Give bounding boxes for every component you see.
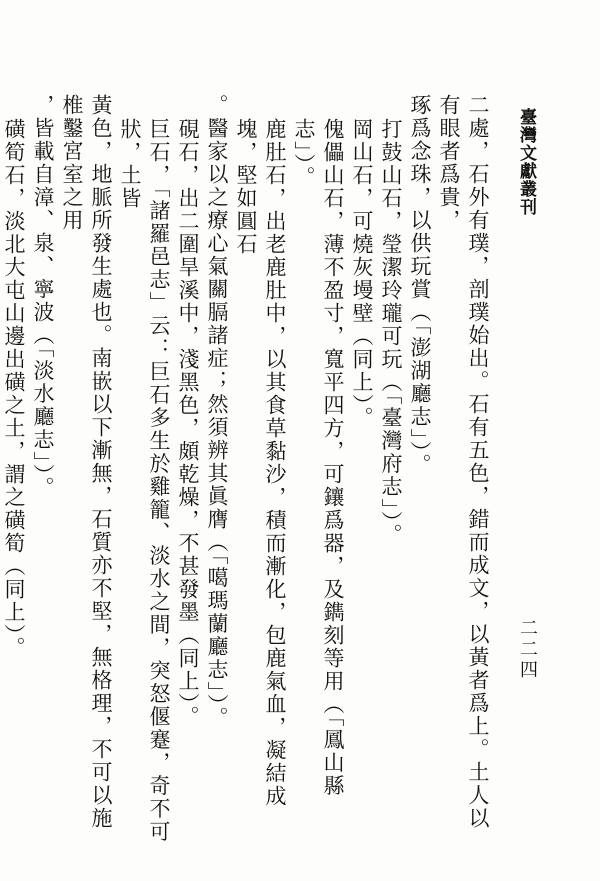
text-column: 岡山石，可燒灰墁壁（同上）。 — [350, 118, 374, 430]
text-column: 傀儡山石，薄不盈寸，寬平四方，可鑲爲器，及鐫刻等用（「鳳山縣志」）。 — [292, 118, 345, 798]
text-column: 琢爲念珠，以供玩賞（「澎湖廳志」）。 — [408, 94, 432, 477]
body-text — [2, 94, 492, 844]
text-column: 二處，石外有璞，剖璞始出。石有五色，錯而成文，以黃者爲上。土人以有眼者爲貴， — [437, 94, 490, 830]
text-column: 巨石，「諸羅邑志」云：巨石多生於雞籠、淡水之間，突怒偃蹇，奇不可狀，土皆 — [118, 118, 171, 844]
text-column: 磺筍石，淡北大屯山邊出磺之土，謂之磺筍（同上）。 — [2, 118, 26, 660]
text-column: ，皆載自漳、泉、寧波（「淡水廳志」）。 — [31, 94, 55, 500]
text-column: 黃色，地脈所發生處也。南嵌以下漸無，石質亦不堅，無格理，不可以施椎鑿宮室之用 — [60, 94, 113, 830]
text-column: 。醫家以之療心氣關膈諸症；然須辨其眞膺（「噶瑪蘭廳志」）。 — [205, 94, 229, 730]
text-column: 鹿肚石，出老鹿肚中，以其食草黏沙，積而漸化，包鹿氣血，凝結成塊，堅如圓石 — [234, 118, 287, 808]
running-title: 臺灣文獻叢刊 — [516, 108, 536, 216]
page-number: 二二四 — [517, 618, 538, 681]
text-column: 打鼓山石，瑩潔玲瓏可玩（「臺灣府志」）。 — [379, 118, 403, 547]
text-column: 硯石，出二圍旱溪中，淺黑色，頗乾燥，不甚發墨（同上）。 — [176, 118, 200, 729]
